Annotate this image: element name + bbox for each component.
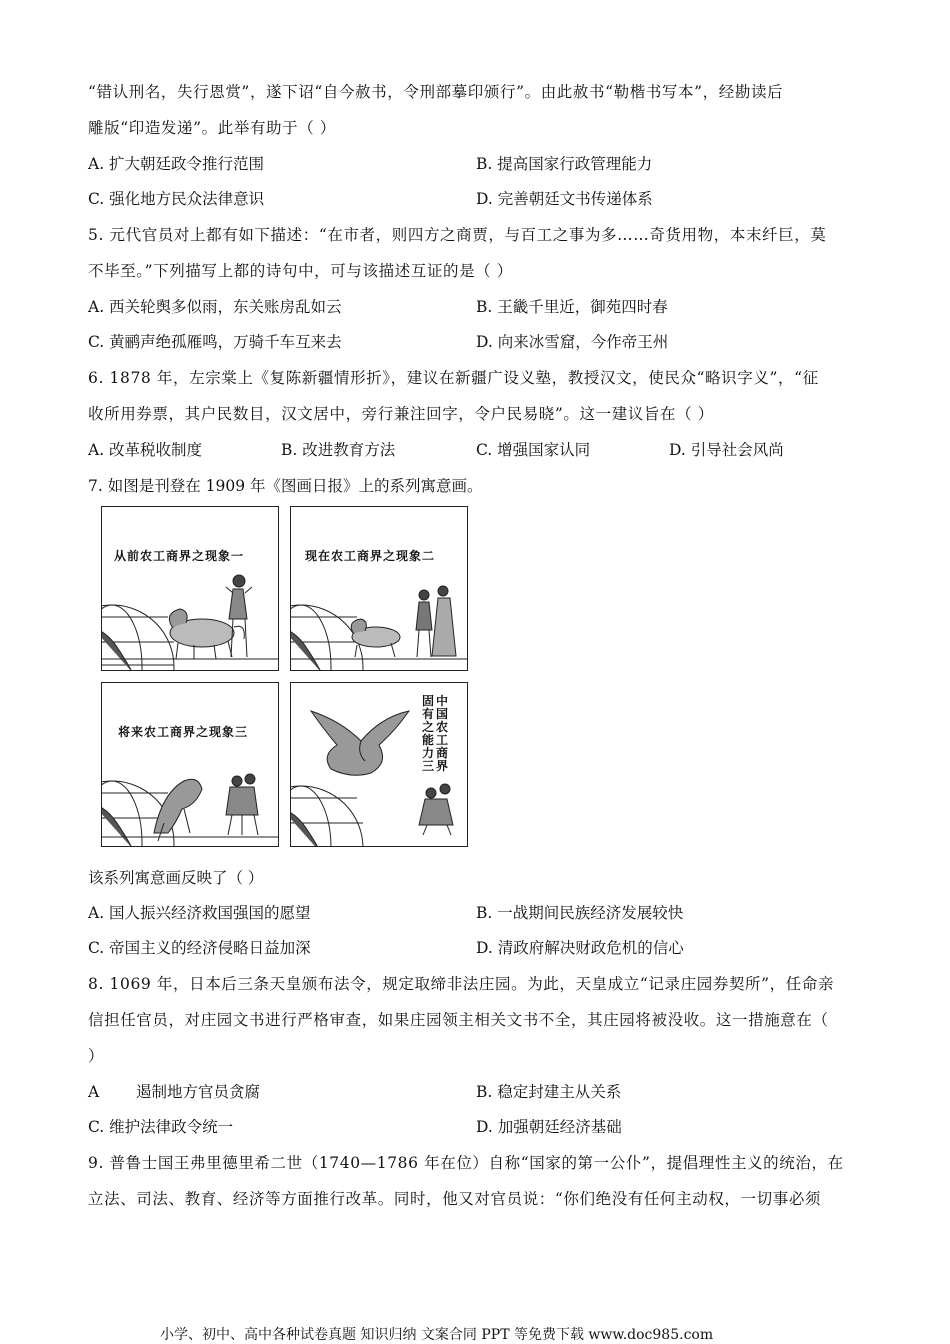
cartoon-panel-4	[290, 682, 468, 847]
q8-line1: 8. 1069 年，日本后三条天皇颁布法令，规定取缔非法庄园。为此，天皇成立“记录庄园券契所”，任命亲	[88, 975, 835, 993]
panel-2-caption: 现在农工商界之现象二	[305, 549, 436, 563]
q5-line2: 不毕至。”下列描写上都的诗句中，可与该描述互证的是（ ）	[88, 262, 513, 280]
q6-option-b[interactable]: B. 改进教育方法	[281, 441, 396, 459]
q9-line1: 9. 普鲁士国王弗里德里希二世（1740—1786 年在位）自称“国家的第一公仆”，提倡理性主义的统治，在	[88, 1154, 844, 1172]
q9-line2: 立法、司法、教育、经济等方面推行改革。同时，他又对官员说：“你们绝没有任何主动权，一切事必须	[88, 1190, 822, 1208]
q8-option-c[interactable]: C. 维护法律政令统一	[88, 1118, 234, 1136]
q4-option-c[interactable]: C. 强化地方民众法律意识	[88, 190, 265, 208]
q7-option-d[interactable]: D. 清政府解决财政危机的信心	[476, 939, 684, 957]
q5-option-d[interactable]: D. 向来冰雪窟，今作帝王州	[476, 333, 669, 351]
q8-option-a-text[interactable]: 遏制地方官员贪腐	[136, 1083, 261, 1101]
panel-4-caption-col1: 中国农工商界	[435, 694, 448, 773]
q6-option-d[interactable]: D. 引导社会风尚	[669, 441, 784, 459]
panel-1-caption: 从前农工商界之现象一	[114, 549, 245, 563]
q8-option-d[interactable]: D. 加强朝廷经济基础	[476, 1118, 622, 1136]
panel-3-caption: 将来农工商界之现象三	[118, 725, 249, 739]
q5-line1: 5. 元代官员对上都有如下描述：“在市者，则四方之商贾，与百工之事为多……奇货用物，本末纤巨，莫	[88, 226, 827, 244]
cartoon-panel-3	[101, 682, 279, 847]
panel-2-illustration	[291, 507, 467, 670]
cartoon-panel-2	[290, 506, 468, 671]
q5-option-a[interactable]: A. 西关轮舆多似雨，东关账房乱如云	[88, 298, 342, 316]
q4-option-d[interactable]: D. 完善朝廷文书传递体系	[476, 190, 653, 208]
q4-line2: 雕版“印造发递”。此举有助于（ ）	[88, 119, 336, 137]
q6-line2: 收所用券票，其户民数目，汉文居中，旁行兼注回字，令户民易晓”。这一建议旨在（ ）	[88, 405, 714, 423]
panel-1-illustration	[102, 507, 278, 670]
q4-option-b[interactable]: B. 提高国家行政管理能力	[476, 155, 653, 173]
q6-line1: 6. 1878 年，左宗棠上《复陈新疆情形折》，建议在新疆广设义塾，教授汉文，使民众“略识字义”，“征	[88, 369, 819, 387]
panel-4-illustration	[291, 683, 467, 846]
q6-option-a[interactable]: A. 改革税收制度	[88, 441, 203, 459]
page-footer[interactable]: 小学、初中、高中各种试卷真题 知识归纳 文案合同 PPT 等免费下载 www.doc985.com	[160, 1327, 714, 1343]
panel-3-illustration	[102, 683, 278, 846]
q7-option-a[interactable]: A. 国人振兴经济救国强国的愿望	[88, 904, 311, 922]
q7-option-c[interactable]: C. 帝国主义的经济侵略日益加深	[88, 939, 311, 957]
q4-option-a[interactable]: A. 扩大朝廷政令推行范围	[88, 155, 265, 173]
q5-option-c[interactable]: C. 黄鹂声绝孤雁鸣，万骑千车互来去	[88, 333, 342, 351]
q8-line3: ）	[88, 1047, 104, 1065]
q5-option-b[interactable]: B. 王畿千里近，御苑四时春	[476, 298, 668, 316]
q6-option-c[interactable]: C. 增强国家认同	[476, 441, 591, 459]
q7-option-b[interactable]: B. 一战期间民族经济发展较快	[476, 904, 684, 922]
q8-line2: 信担任官员，对庄园文书进行严格审查，如果庄园领主相关文书不全，其庄园将被没收。这一措施意在（	[88, 1011, 829, 1029]
panel-4-caption-col2: 固有之能力三	[421, 694, 434, 773]
q8-option-b[interactable]: B. 稳定封建主从关系	[476, 1083, 622, 1101]
q8-option-a-label[interactable]: A	[88, 1083, 100, 1101]
q7-intro: 7. 如图是刊登在 1909 年《图画日报》上的系列寓意画。	[88, 477, 483, 495]
q7-question: 该系列寓意画反映了（ ）	[88, 869, 264, 887]
cartoon-panel-1	[101, 506, 279, 671]
q4-line1: “错认刑名，失行恩赏”，遂下诏“自今赦书，令刑部摹印颁行”。由此赦书“勒楷书写本”，经勘读后	[88, 83, 784, 101]
